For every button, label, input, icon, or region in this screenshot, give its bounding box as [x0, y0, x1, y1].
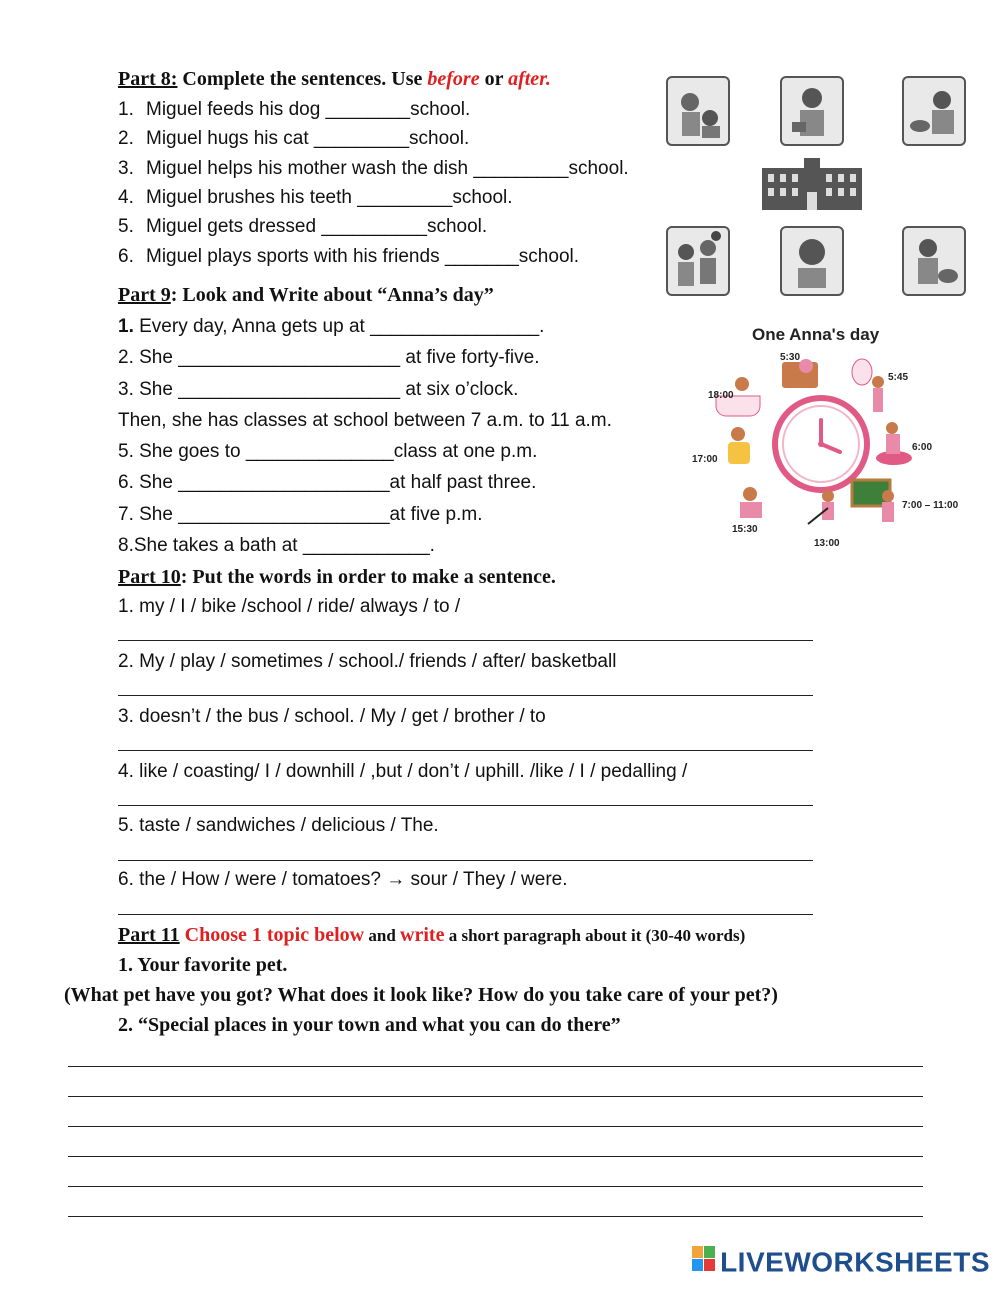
part9-heading: Part 9: Look and Write about “Anna’s day”: [118, 284, 494, 306]
writing-line[interactable]: [68, 1186, 923, 1187]
classroom-figure-icon: [852, 480, 894, 522]
writing-line[interactable]: [68, 1066, 923, 1067]
time-label: 6:00: [912, 442, 933, 453]
part10-item: 5. taste / sandwiches / delicious / The.: [118, 815, 439, 836]
diagram-title: One Anna's day: [752, 325, 880, 344]
part10-label: Part 10: [118, 566, 181, 588]
miguel-washes-dishes-image: [902, 76, 966, 146]
part9-label: Part 9: [118, 284, 171, 306]
miguel-brushes-teeth-image: [780, 226, 844, 296]
answer-line[interactable]: [118, 805, 813, 806]
part9-item: Then, she has classes at school between 7 a.m. to 11 a.m.: [118, 410, 612, 431]
part8-heading: Part 8: Complete the sentences. Use before or after.: [118, 68, 551, 90]
topic-2: 2. “Special places in your town and what you can do there”: [118, 1014, 621, 1036]
clock-icon: [775, 398, 867, 490]
topic-1-questions: (What pet have you got? What does it look like? How do you take care of your pet?): [64, 984, 778, 1006]
liveworksheets-logo: LIVEWORKSHEETS: [692, 1245, 990, 1279]
part8-label: Part 8:: [118, 68, 178, 90]
part8-item: 4. Miguel brushes his teeth _________school.: [118, 187, 513, 208]
part10-item: 6. the / How / were / tomatoes? → sour / They / were.: [118, 869, 568, 890]
part8-item: 2. Miguel hugs his cat _________school.: [118, 128, 470, 149]
part8-item: 1. Miguel feeds his dog ________school.: [118, 99, 471, 120]
time-label: 5:30: [780, 352, 801, 363]
part8-item: 5. Miguel gets dressed __________school.: [118, 216, 488, 237]
miguel-hugs-cat-image: [780, 76, 844, 146]
after-word: after.: [508, 68, 551, 90]
time-label: 15:30: [732, 524, 758, 535]
part9-item: 7. She ____________________at five p.m.: [118, 504, 483, 525]
dancing-figure-icon: [808, 490, 834, 524]
anna-day-diagram: [688, 318, 978, 554]
school-building-image: [760, 156, 864, 212]
part10-item: 4. like / coasting/ I / downhill / ,but / don’t / uphill. /like / I / pedalling /: [118, 761, 688, 782]
answer-line[interactable]: [118, 750, 813, 751]
miguel-feeds-dog-image: [666, 76, 730, 146]
part9-item: 1. Every day, Anna gets up at ________________.: [118, 316, 545, 337]
brush-teeth-figure-icon: [852, 359, 884, 412]
part10-item: 3. doesn’t / the bus / school. / My / get / brother / to: [118, 706, 546, 727]
play-figure-icon: [728, 427, 750, 464]
writing-line[interactable]: [68, 1126, 923, 1127]
answer-line[interactable]: [118, 914, 813, 915]
part8-item: 6. Miguel plays sports with his friends _______school.: [118, 246, 580, 267]
answer-line[interactable]: [118, 695, 813, 696]
breakfast-figure-icon: [876, 422, 912, 465]
part10-item: 1. my / I / bike /school / ride/ always / to /: [118, 596, 461, 617]
time-label: 7:00 – 11:00: [902, 500, 959, 511]
time-label: 17:00: [692, 454, 718, 465]
answer-line[interactable]: [118, 860, 813, 861]
wake-up-figure-icon: [782, 359, 818, 388]
part11-heading: Part 11 Choose 1 topic below and write a short paragraph about it (30-40 words): [118, 924, 746, 946]
writing-line[interactable]: [68, 1096, 923, 1097]
homework-figure-icon: [740, 487, 762, 518]
part10-item: 2. My / play / sometimes / school./ friends / after/ basketball: [118, 651, 617, 672]
time-label: 13:00: [814, 538, 840, 549]
time-label: 18:00: [708, 390, 734, 401]
writing-line[interactable]: [68, 1156, 923, 1157]
part9-item: 5. She goes to ______________class at one p.m.: [118, 441, 538, 462]
part9-item: 6. She ____________________at half past three.: [118, 472, 537, 493]
part10-heading: Part 10: Put the words in order to make a sentence.: [118, 566, 556, 588]
answer-line[interactable]: [118, 640, 813, 641]
miguel-plays-sports-image: [666, 226, 730, 296]
part8-item: 3. Miguel helps his mother wash the dish _________school.: [118, 158, 629, 179]
part9-item: 8.She takes a bath at ____________.: [118, 535, 435, 556]
miguel-gets-dressed-image: [902, 226, 966, 296]
part11-label: Part 11: [118, 924, 180, 946]
topic-1: 1. Your favorite pet.: [118, 954, 288, 976]
writing-line[interactable]: [68, 1216, 923, 1217]
before-word: before: [427, 68, 480, 90]
time-label: 5:45: [888, 372, 909, 383]
part9-item: 3. She _____________________ at six o’clock.: [118, 379, 519, 400]
liveworksheets-logo-icon: [692, 1246, 716, 1279]
part9-item: 2. She _____________________ at five forty-five.: [118, 347, 540, 368]
